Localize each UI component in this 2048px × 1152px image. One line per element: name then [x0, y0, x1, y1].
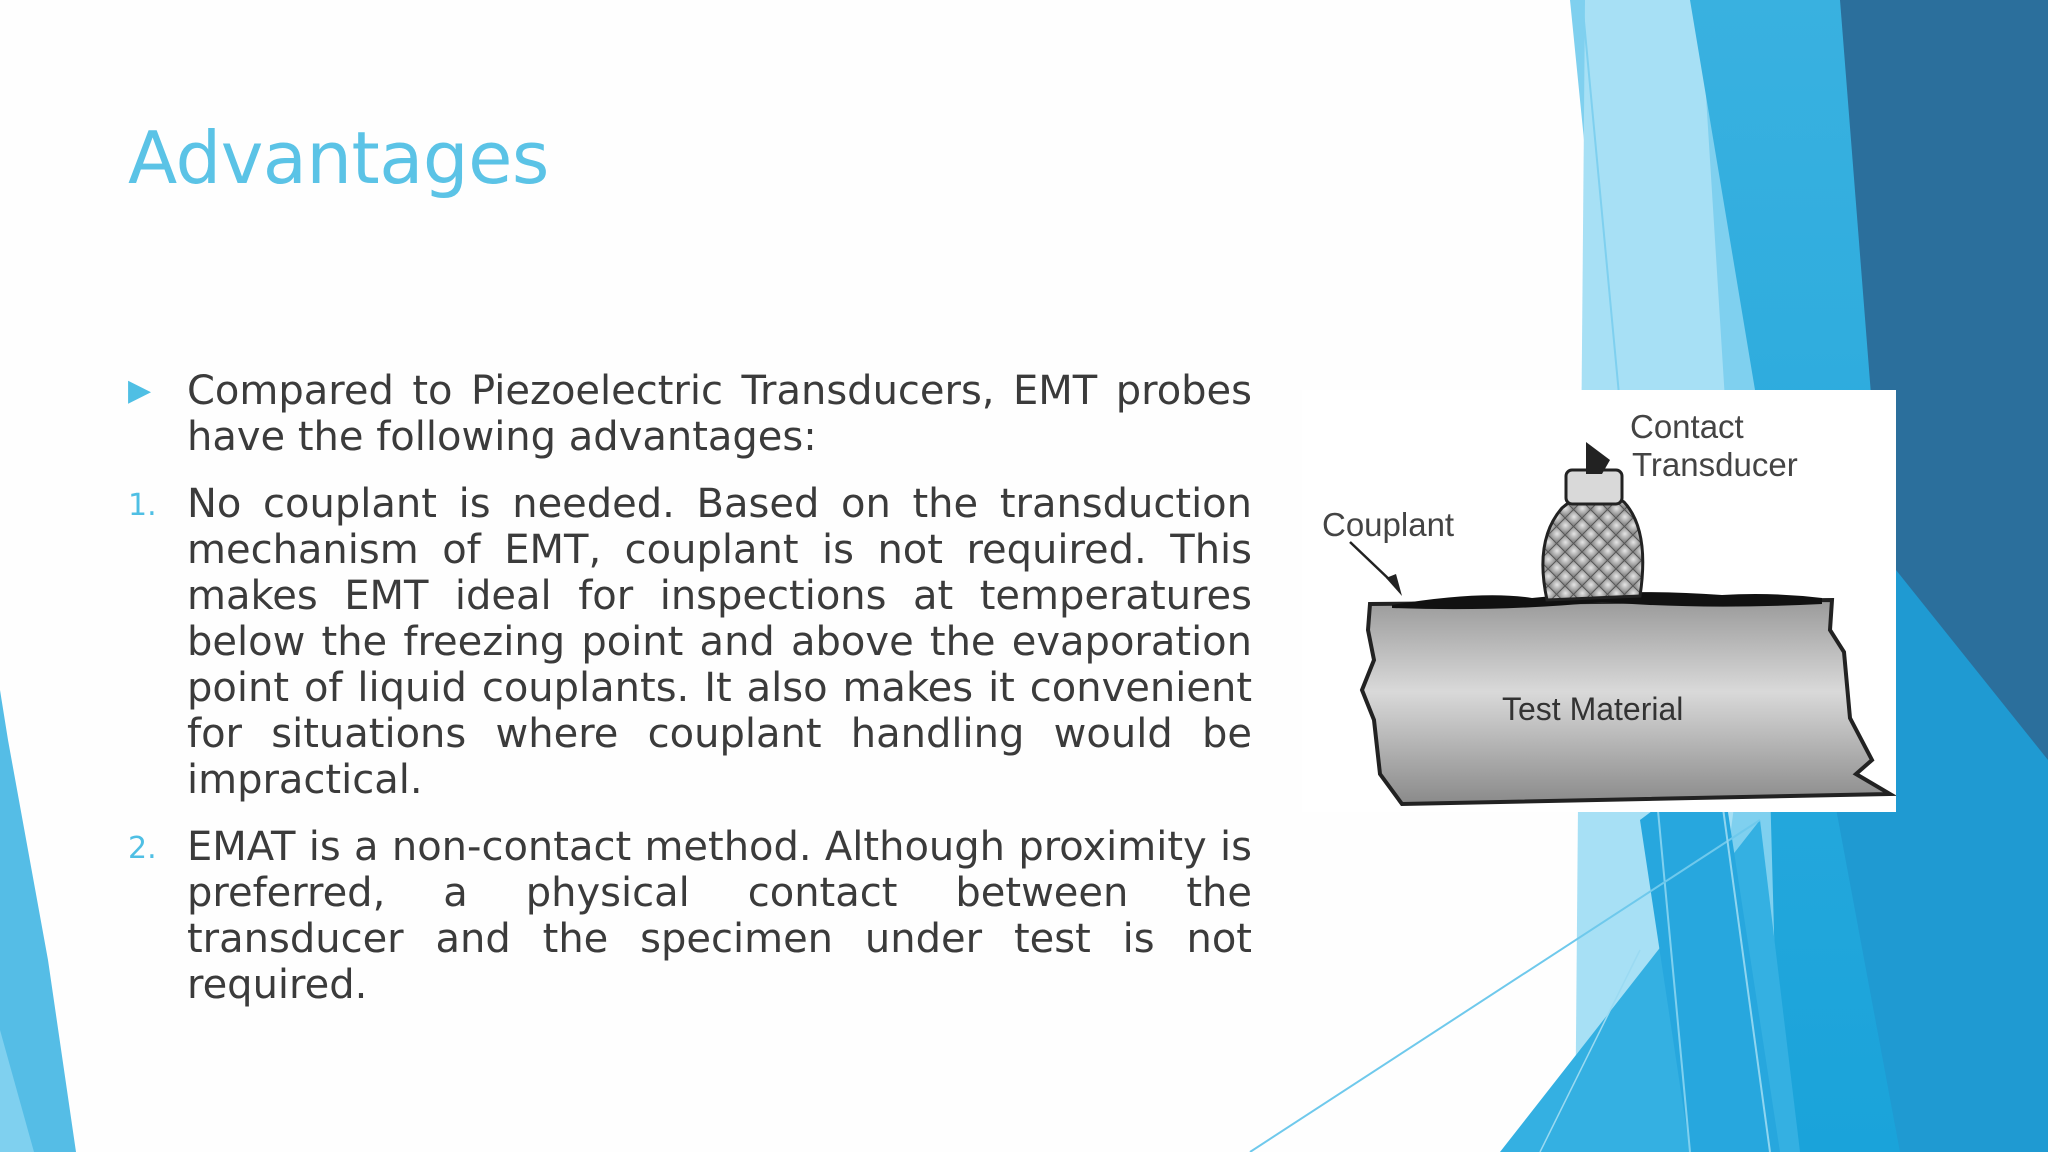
label-transducer: Transducer: [1632, 446, 1798, 483]
list-item: [128, 481, 1252, 803]
item-text: Compared to Piezoelectric Transducers, EMT probes have the following advantages:: [187, 368, 1252, 460]
item-text: EMAT is a non-contact method. Although proximity is preferred, a physical contact between the transducer and the specimen under test is not required.: [187, 824, 1252, 1008]
slide-title: Advantages: [128, 116, 549, 200]
transducer-body: [1543, 493, 1643, 600]
triangle-bullet-icon: ▶: [128, 373, 152, 408]
list-number: 1.: [128, 488, 157, 523]
content-list: [128, 368, 1252, 1029]
item-text: No couplant is needed. Based on the transduction mechanism of EMT, couplant is not required. This makes EMT ideal for inspections at temperatures below the freezing point and above the evaporation point of liquid couplants. It also makes it convenient for situations where couplant handling would be impractical.: [187, 481, 1252, 803]
list-item: [128, 368, 1252, 460]
label-couplant: Couplant: [1322, 506, 1455, 543]
contact-transducer-diagram: [1302, 390, 1896, 812]
list-item: [128, 824, 1252, 1008]
list-number: 2.: [128, 831, 157, 866]
label-test-material: Test Material: [1502, 691, 1684, 727]
label-contact: Contact: [1630, 408, 1744, 445]
